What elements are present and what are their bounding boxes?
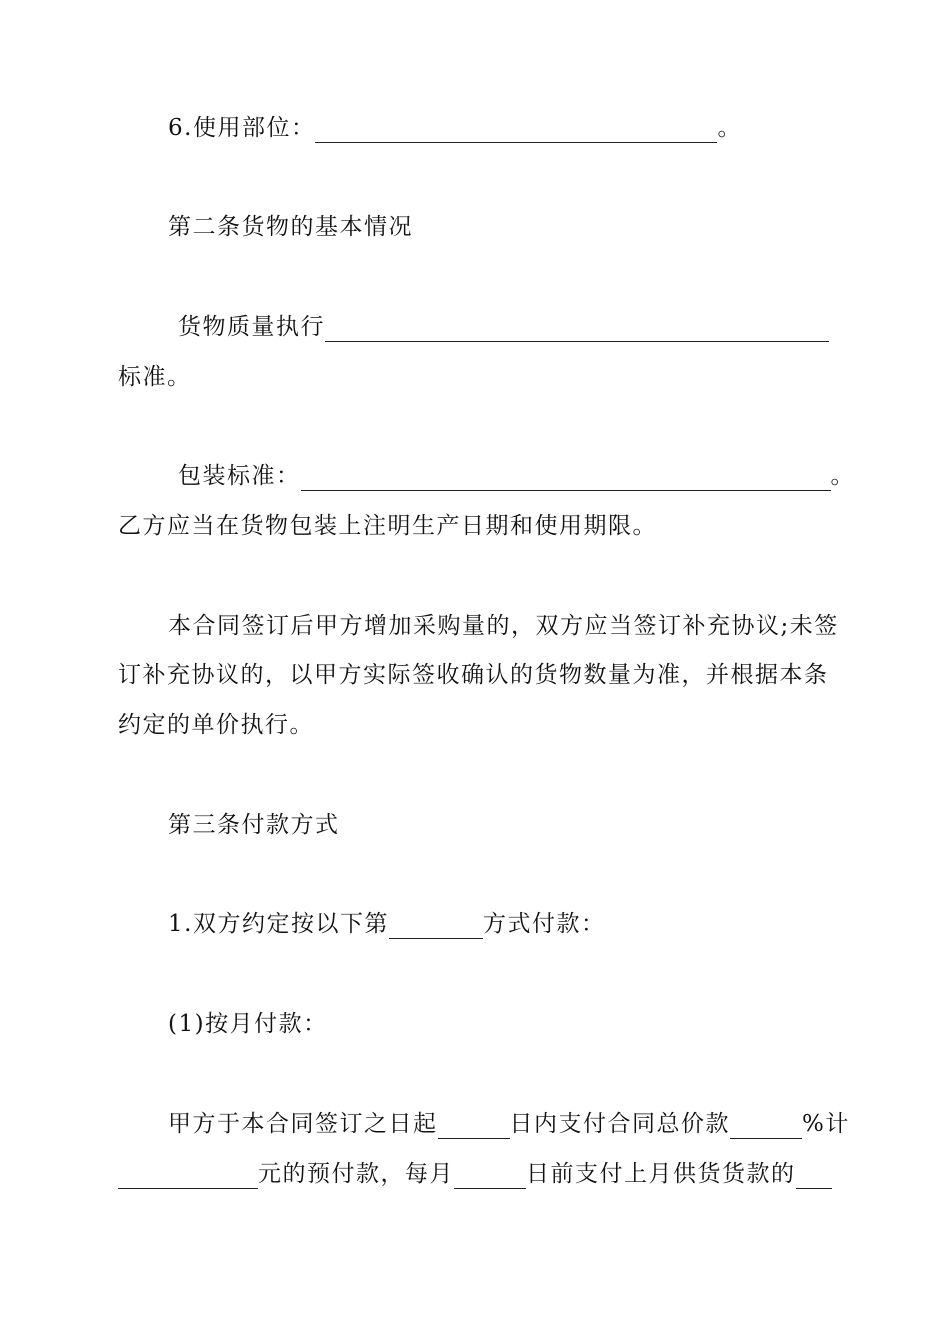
prepay-text-4: 元的预付款，每月 bbox=[258, 1161, 454, 1187]
quality-label: 货物质量执行 bbox=[178, 314, 325, 340]
prepay-text-3: %计 bbox=[802, 1111, 850, 1137]
supplement-line-2: 订补充协议的，以甲方实际签收确认的货物数量为准，并根据本条 bbox=[118, 662, 829, 688]
quality-line bbox=[178, 312, 829, 342]
payment-method-blank[interactable] bbox=[389, 912, 483, 939]
prepay-text-2: 日内支付合同总价款 bbox=[509, 1111, 730, 1137]
payment-label: 1.双方约定按以下第 bbox=[168, 911, 389, 937]
prepay-line-2 bbox=[118, 1159, 832, 1189]
monthly-payment-heading: (1)按月付款： bbox=[168, 1011, 328, 1037]
packaging-label: 包装标准： bbox=[178, 463, 301, 489]
article2-heading: 第二条货物的基本情况 bbox=[168, 214, 413, 240]
payment-method-line bbox=[168, 909, 605, 939]
prepay-days-blank[interactable] bbox=[438, 1112, 510, 1139]
supplement-line-1: 本合同签订后甲方增加采购量的，双方应当签订补充协议;未签 bbox=[168, 613, 839, 639]
quality-standard-blank[interactable] bbox=[325, 315, 829, 342]
prepay-text-5: 日前支付上月供货货款的 bbox=[526, 1161, 796, 1187]
item6-end: 。 bbox=[717, 115, 742, 141]
quality-end: 标准。 bbox=[118, 364, 192, 390]
monthly-percent-blank[interactable] bbox=[796, 1162, 832, 1189]
packaging-standard-blank[interactable] bbox=[301, 464, 831, 491]
packaging-end: 。 bbox=[830, 463, 855, 489]
item6-line bbox=[168, 113, 742, 143]
prepay-line-1 bbox=[168, 1109, 850, 1139]
prepay-text-1: 甲方于本合同签订之日起 bbox=[168, 1111, 438, 1137]
supplement-line-3: 约定的单价执行。 bbox=[118, 712, 314, 738]
article3-heading: 第三条付款方式 bbox=[168, 812, 340, 838]
prepay-amount-blank[interactable] bbox=[118, 1162, 258, 1189]
payment-label-end: 方式付款： bbox=[482, 911, 606, 937]
prepay-percent-blank[interactable] bbox=[730, 1112, 802, 1139]
packaging-note: 乙方应当在货物包装上注明生产日期和使用期限。 bbox=[118, 513, 657, 539]
item6-label: 6.使用部位： bbox=[168, 115, 316, 141]
usage-location-blank[interactable] bbox=[315, 116, 717, 143]
monthly-day-blank[interactable] bbox=[454, 1162, 526, 1189]
packaging-line bbox=[178, 461, 855, 491]
